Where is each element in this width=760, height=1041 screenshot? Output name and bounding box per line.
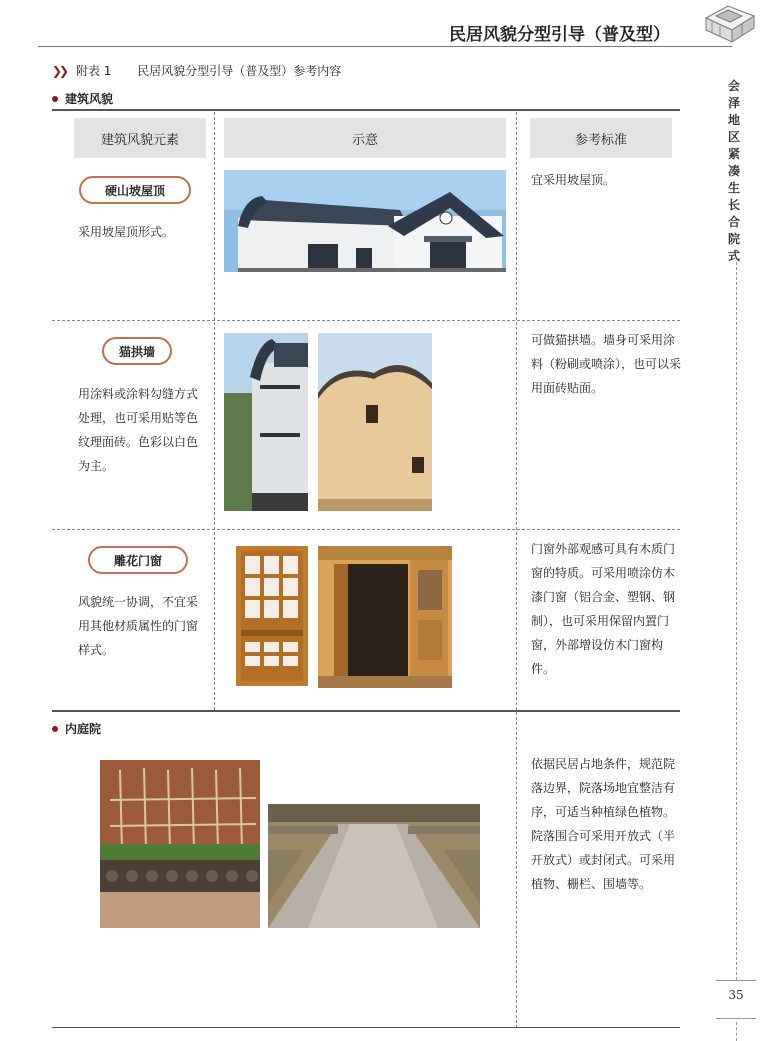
section-heading-text: 建筑风貌 [65, 92, 114, 106]
column-divider [214, 112, 215, 710]
element-tag-cat-arch-wall: 猫拱墙 [102, 337, 172, 365]
courtyard-paved-path-photo [268, 804, 480, 928]
column-header-standard: 参考标准 [530, 118, 672, 158]
column-header-element: 建筑风貌元素 [74, 118, 206, 158]
page-title: 民居风貌分型引导（普及型） [449, 25, 670, 45]
page-number-rule [716, 980, 756, 981]
section-heading-courtyard [52, 720, 101, 737]
cat-arch-wall-photo [224, 333, 308, 511]
page-number: 35 [728, 988, 744, 1002]
courtyard-standard: 依据民居占地条件，规范院落边界，院落场地宜整洁有序，可适当种植绿色植物。院落围合可采用开放式（半开放式）或封闭式。可采用植物、栅栏、围墙等。 [531, 757, 676, 891]
row-divider [52, 320, 680, 321]
sidebar-dotted-line [736, 1022, 737, 1041]
courtyard-house-icon [698, 0, 760, 48]
element-tag-gable-roof: 硬山坡屋顶 [79, 176, 191, 204]
sidebar-chapter-title: 会泽地区紧凑生长合院式 [728, 79, 741, 263]
appendix-title: 民居风貌分型引导（普及型）参考内容 [137, 64, 342, 78]
row-divider [52, 529, 680, 530]
table-top-rule [52, 109, 680, 111]
page-number-rule [716, 1018, 756, 1019]
element-description: 用涂料或涂料勾缝方式处理，也可采用贴等色纹理面砖。色彩以白色为主。 [78, 387, 199, 473]
title-rule [38, 46, 732, 47]
wooden-doorway-photo [318, 546, 452, 688]
table-bottom-rule [52, 710, 680, 712]
earthen-arch-wall-photo [318, 333, 432, 511]
sidebar-dotted-line [736, 262, 737, 980]
element-tag-carved-doors-windows: 雕花门窗 [88, 546, 188, 574]
reference-standard: 可做猫拱墙。墙身可采用涂料（粉刷或喷涂），也可以采用面砖贴面。 [531, 333, 682, 395]
section-heading-text: 内庭院 [65, 722, 102, 736]
garden-trellis-photo [100, 760, 260, 928]
gable-roof-house-photo [224, 170, 506, 272]
appendix-label: 附表 1 [75, 64, 112, 78]
column-header-illustration: 示意 [224, 118, 506, 158]
column-divider [516, 712, 517, 1028]
column-divider [516, 112, 517, 710]
double-chevron-icon: ❯❯ [52, 64, 67, 78]
reference-standard: 门窗外部观感可具有木质门窗的特质。可采用喷涂仿木漆门窗（铝合金、塑钢、钢制），也可采用保留内置门窗，外部增设仿木门窗构件。 [531, 542, 676, 676]
element-description: 采用坡屋顶形式。 [78, 225, 175, 239]
bullet-icon [52, 96, 58, 102]
wooden-window-photo [236, 546, 308, 686]
reference-standard: 宜采用坡屋顶。 [531, 173, 616, 187]
appendix-caption [52, 62, 341, 79]
bullet-icon [52, 726, 58, 732]
element-description: 风貌统一协调，不宜采用其他材质属性的门窗样式。 [78, 595, 199, 657]
page-bottom-rule [52, 1027, 680, 1028]
section-heading-architecture [52, 90, 113, 107]
